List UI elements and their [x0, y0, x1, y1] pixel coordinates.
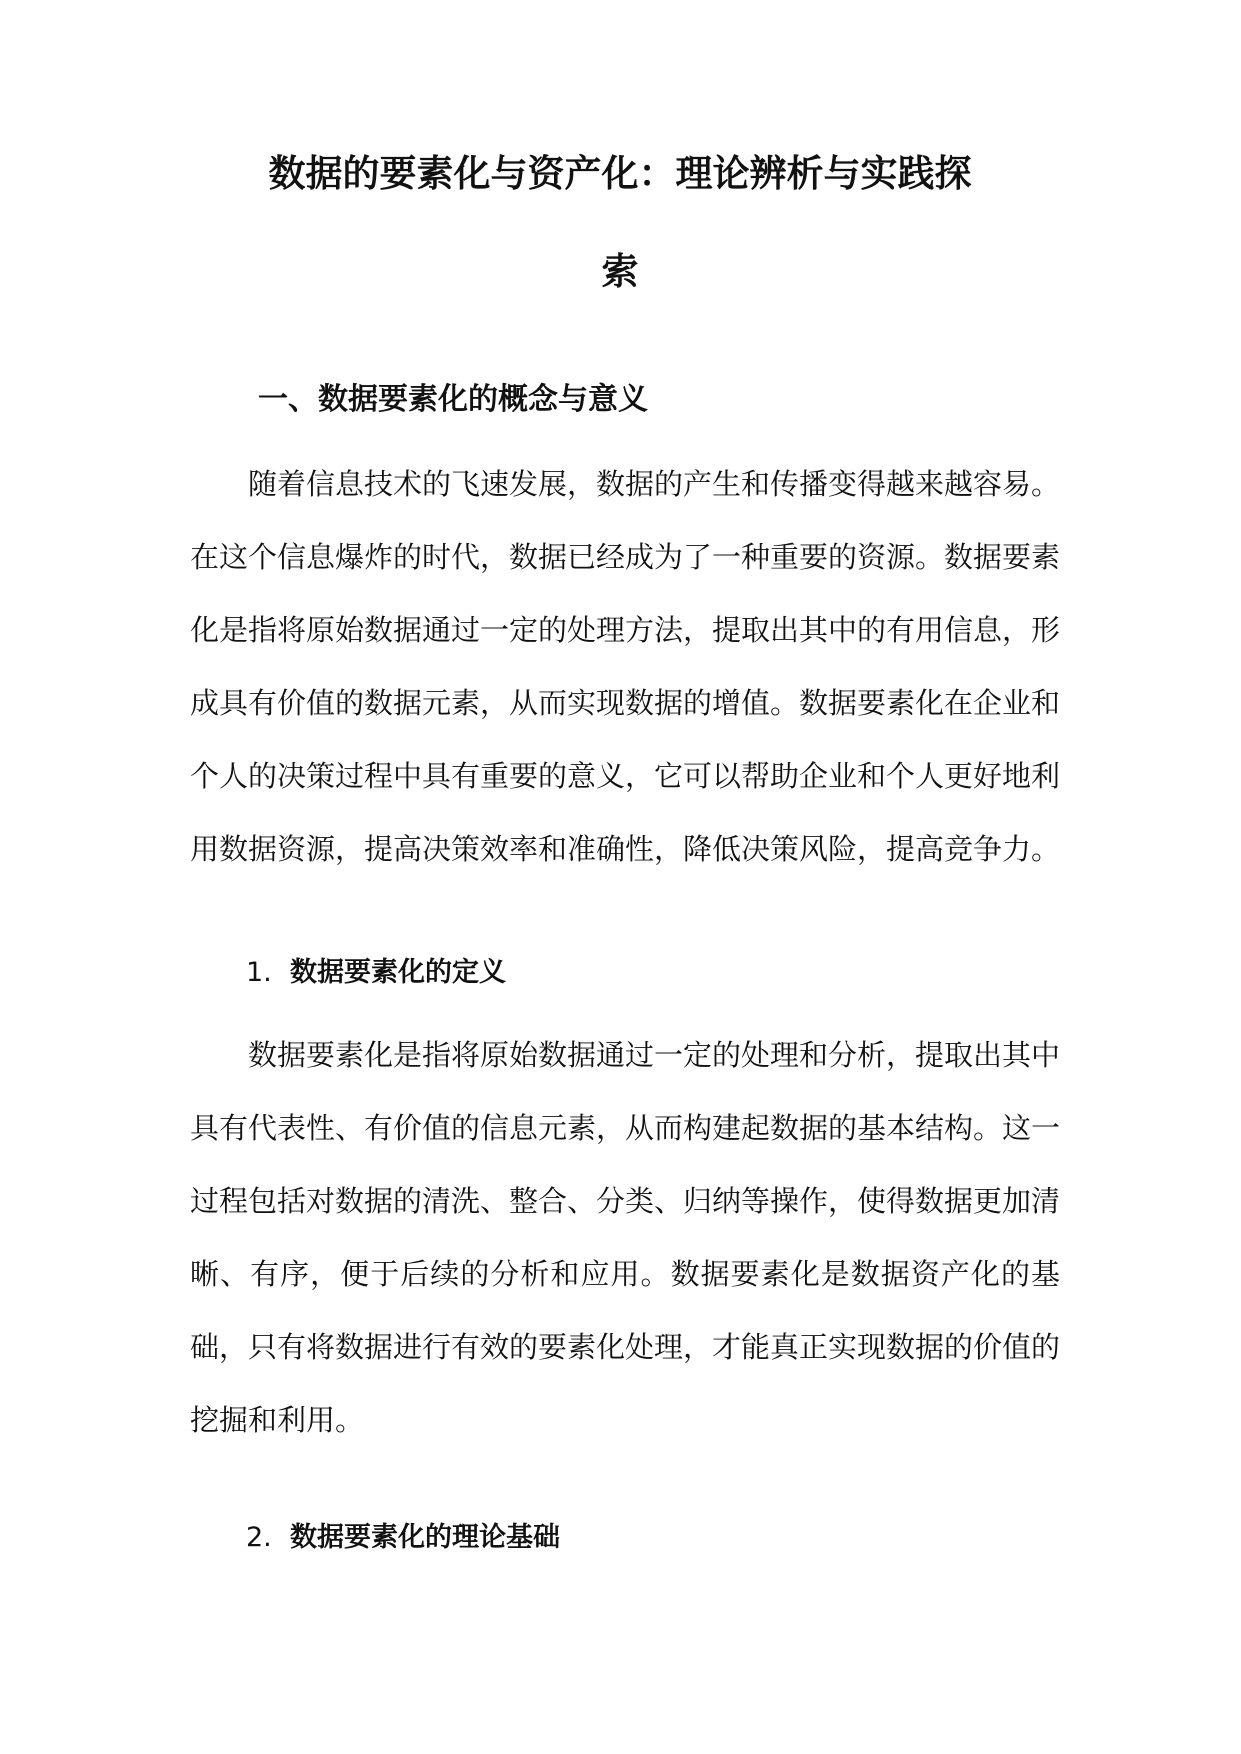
subsection-heading-1 — [246, 957, 506, 989]
subsection-number-1: 1. — [246, 957, 272, 988]
subsection-heading-1-text: 数据要素化的定义 — [290, 957, 506, 988]
section-heading-1: 一、数据要素化的概念与意义 — [258, 382, 648, 417]
subsection-heading-2 — [246, 1522, 560, 1554]
subsection-number-2: 2. — [246, 1522, 272, 1553]
section-1-paragraph: 随着信息技术的飞速发展，数据的产生和传播变得越来越容易。在这个信息爆炸的时代，数据已经成为了一种重要的资源。数据要素化是指将原始数据通过一定的处理方法，提取出其中的有用信息，形成具有价值的数据元素，从而实现数据的增值。数据要素化在企业和个人的决策过程中具有重要的意义，它可以帮助企业和个人更好地利用数据资源，提高决策效率和准确性，降低决策风险，提高竞争力。 — [190, 467, 1061, 866]
document-title-line-2: 索 — [601, 250, 639, 293]
document-title-line-1: 数据的要素化与资产化：理论辨析与实践探 — [268, 152, 972, 195]
subsection-heading-2-text: 数据要素化的理论基础 — [290, 1522, 560, 1553]
subsection-1-paragraph: 数据要素化是指将原始数据通过一定的处理和分析，提取出其中具有代表性、有价值的信息元素，从而构建起数据的基本结构。这一过程包括对数据的清洗、整合、分类、归纳等操作，使得数据更加清晰、有序，便于后续的分析和应用。数据要素化是数据资产化的基础，只有将数据进行有效的要素化处理，才能真正实现数据的价值的挖掘和利用。 — [190, 1038, 1061, 1437]
